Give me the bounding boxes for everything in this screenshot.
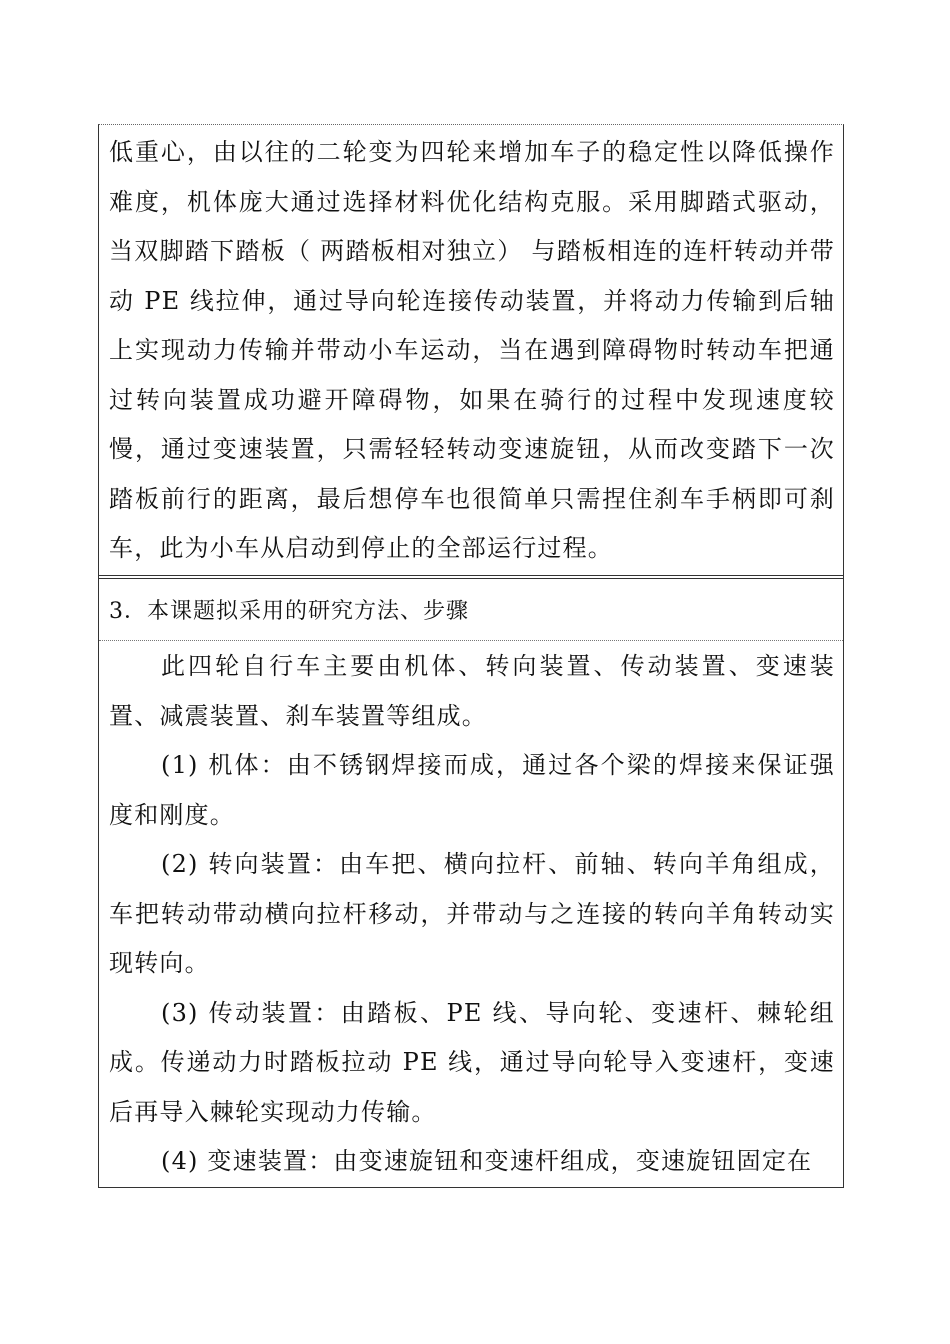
section-3-body [99, 642, 843, 1187]
item-4-gear-shift: (4) 变速装置：由变速旋钮和变速杆组成，变速旋钮固定在 [161, 1147, 813, 1175]
document-table-frame [98, 124, 844, 1188]
item-1-body: (1) 机体：由不锈钢焊接而成，通过各个梁的焊接来保证强度和刚度。 [109, 751, 835, 829]
section-3-intro: 此四轮自行车主要由机体、转向装置、传动装置、变速装置、减震装置、刹车装置等组成。 [109, 652, 835, 730]
section-3-heading: 3．本课题拟采用的研究方法、步骤 [109, 599, 469, 624]
continued-section [99, 125, 843, 577]
section-3-heading-cell [99, 579, 843, 641]
item-3-transmission: (3) 传动装置：由踏板、PE 线、导向轮、变速杆、棘轮组成。传递动力时踏板拉动 PE 线，通过导向轮导入变速杆，变速后再导入棘轮实现动力传输。 [109, 998, 835, 1126]
item-2-steering: (2) 转向装置：由车把、横向拉杆、前轴、转向羊角组成，车把转动带动横向拉杆移动，并带动与之连接的转向羊角转动实现转向。 [109, 850, 835, 977]
continued-paragraph: 低重心，由以往的二轮变为四轮来增加车子的稳定性以降低操作难度，机体庞大通过选择材料优化结构克服。采用脚踏式驱动，当双脚踏下踏板（ 两踏板相对独立） 与踏板相连的连杆转动并带动 PE 线拉伸，通过导向轮连接传动装置，并将动力传输到后轴上实现动力传输并带动小车运动，当在遇到障碍物时转动车把通过转向装置成功避开障碍物，如果在骑行的过程中发现速度较慢，通过变速装置，只需轻轻转动变速旋钮，从而改变踏下一次踏板前行的距离，最后想停车也很简单只需捏住刹车手柄即可刹车，此为小车从启动到停止的全部运行过程。 [109, 138, 835, 562]
